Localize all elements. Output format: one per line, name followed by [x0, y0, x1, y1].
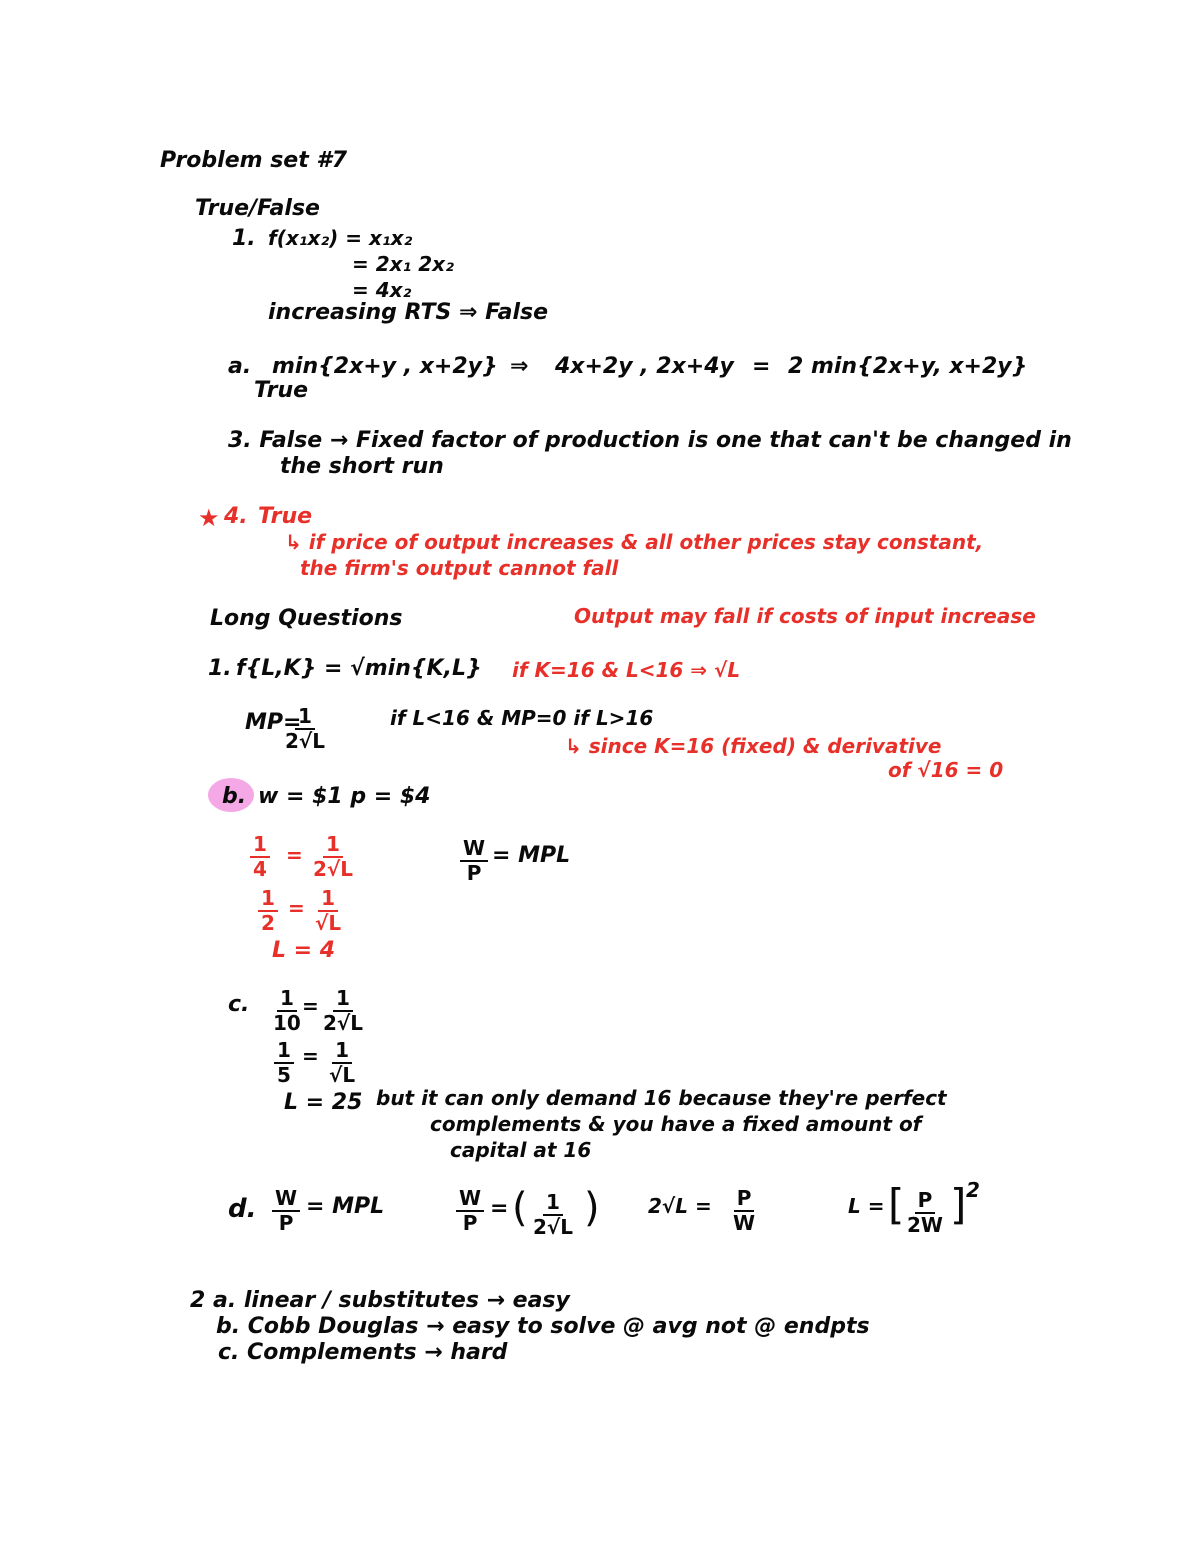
tf-q2-number: a.: [228, 354, 252, 379]
b-wp-num: W: [460, 838, 488, 862]
d-f1-den: P: [278, 1211, 294, 1235]
q2-line-c: c. Complements → hard: [218, 1340, 508, 1365]
b-eq2-equals: =: [288, 896, 305, 920]
b-wp-den: P: [466, 861, 482, 885]
d-f4-fraction: [904, 1190, 946, 1236]
c-result: L = 25: [284, 1090, 363, 1115]
lq1-mp-denominator: 2√L: [285, 729, 325, 753]
d-f4-den: 2W: [907, 1213, 943, 1237]
tf-q1-line2: = 2x₁ 2x₂: [352, 252, 454, 276]
lq1-function: f{L,K} = √min{K,L}: [236, 656, 482, 681]
lq1-since-line1: ↳ since K=16 (fixed) & derivative: [565, 734, 942, 758]
c-eq2-right-den: √L: [329, 1063, 356, 1087]
tf-q4-answer: True: [258, 504, 313, 529]
d-f1-num: W: [272, 1188, 300, 1212]
d-f4-open-bracket: [: [888, 1180, 905, 1229]
b-eq2-left-den: 2: [261, 911, 275, 935]
b-eq1-right-num: 1: [323, 834, 343, 858]
q2-line-b: b. Cobb Douglas → easy to solve @ avg not @ endpts: [216, 1314, 870, 1339]
c-note-line2: complements & you have a fixed amount of: [430, 1112, 922, 1136]
tf-q3-line1: 3. False → Fixed factor of production is one that can't be changed in: [228, 428, 1072, 453]
long-questions-heading: Long Questions: [210, 606, 403, 631]
d-f4-lhs: L =: [848, 1194, 885, 1218]
lq1-mp-numerator: 1: [295, 706, 315, 730]
lq1-mp-fraction: [282, 706, 328, 752]
d-f1-mpl: = MPL: [306, 1194, 385, 1219]
c-eq2-equals: =: [302, 1044, 319, 1068]
tf-q2-rhs1: 4x+2y , 2x+4y: [555, 354, 734, 379]
b-eq1-equals: =: [286, 843, 303, 867]
lq1-mp-condition: if L<16 & MP=0 if L>16: [390, 706, 654, 730]
d-f4-exponent: 2: [966, 1178, 980, 1202]
b-eq1-left-den: 4: [253, 857, 267, 881]
tf-q3-line2: the short run: [280, 454, 444, 479]
tf-q4-number: 4.: [224, 504, 248, 529]
d-f3-fraction: [730, 1188, 758, 1234]
d-f3-den: W: [733, 1211, 756, 1235]
c-eq1-left-num: 1: [277, 988, 297, 1012]
page-title: Problem set #7: [160, 148, 348, 173]
c-eq2-right-num: 1: [332, 1040, 352, 1064]
tf-q1-line3: = 4x₂: [352, 278, 412, 302]
b-eq1-left-num: 1: [250, 834, 270, 858]
d-f2-num: W: [456, 1188, 484, 1212]
d-f2-inner-num: 1: [543, 1192, 563, 1216]
b-wp-fraction: [460, 838, 488, 884]
c-eq2-left: [274, 1040, 294, 1086]
d-f2-inner-den: 2√L: [533, 1215, 573, 1239]
c-eq1-left-den: 10: [273, 1011, 301, 1035]
tf-q1-conclusion: increasing RTS ⇒ False: [268, 300, 549, 325]
d-f3-num: P: [734, 1188, 755, 1212]
tf-q2-rhs2: 2 min{2x+y, x+2y}: [788, 354, 1028, 379]
tf-q1-number: 1.: [232, 226, 256, 251]
lq1-since-line2: of √16 = 0: [888, 758, 1004, 782]
d-f2-open-paren: (: [512, 1185, 528, 1231]
d-f2-equals: =: [490, 1196, 509, 1221]
d-f2-inner-fraction: [530, 1192, 576, 1238]
b-eq2-left-num: 1: [258, 888, 278, 912]
b-eq1-right-den: 2√L: [313, 857, 353, 881]
c-eq1-right-den: 2√L: [323, 1011, 363, 1035]
long-side-note: Output may fall if costs of input increase: [574, 604, 1036, 628]
tf-q2-arrow: ⇒: [510, 354, 529, 379]
d-f1-fraction: [272, 1188, 300, 1234]
c-eq1-right: [320, 988, 366, 1034]
b-eq1-left: [250, 834, 270, 880]
tf-q2-answer: True: [254, 378, 309, 403]
lq1-mp-label: MP=: [245, 710, 302, 735]
b-eq2-left: [258, 888, 278, 934]
c-eq1-equals: =: [302, 994, 319, 1018]
c-note-line1: but it can only demand 16 because they're perfect: [376, 1086, 947, 1110]
tf-q4-line2: the firm's output cannot fall: [300, 556, 619, 580]
b-given: w = $1 p = $4: [258, 784, 431, 809]
b-result: L = 4: [272, 938, 336, 963]
b-eq2-right-num: 1: [318, 888, 338, 912]
d-f2-close-paren: ): [584, 1185, 600, 1231]
d-f3-lhs: 2√L =: [648, 1194, 712, 1218]
d-f2-den: P: [462, 1211, 478, 1235]
b-eq2-right: [312, 888, 344, 934]
tf-q1-line1: f(x₁x₂) = x₁x₂: [268, 226, 413, 250]
true-false-heading: True/False: [195, 196, 320, 221]
d-f2-fraction: [456, 1188, 484, 1234]
b-eq1-right: [310, 834, 356, 880]
c-eq2-left-num: 1: [274, 1040, 294, 1064]
c-note-line3: capital at 16: [450, 1138, 592, 1162]
d-f4-close-bracket: ]: [950, 1180, 967, 1229]
b-label: b.: [222, 784, 247, 809]
tf-q2-equals: =: [752, 354, 771, 379]
b-wp-mpl: = MPL: [492, 843, 571, 868]
c-label: c.: [228, 992, 250, 1017]
lq1-number: 1.: [208, 656, 232, 681]
star-icon: ★: [198, 504, 220, 532]
c-eq2-right: [326, 1040, 358, 1086]
q2-line-a: 2 a. linear / substitutes → easy: [190, 1288, 570, 1313]
d-label: d.: [228, 1194, 257, 1224]
d-f4-num: P: [915, 1190, 936, 1214]
tf-q4-line1: ↳ if price of output increases & all other prices stay constant,: [285, 530, 984, 554]
c-eq1-right-num: 1: [333, 988, 353, 1012]
c-eq2-left-den: 5: [277, 1063, 291, 1087]
c-eq1-left: [270, 988, 304, 1034]
b-eq2-right-den: √L: [315, 911, 342, 935]
lq1-condition: if K=16 & L<16 ⇒ √L: [512, 658, 741, 682]
tf-q2-expr: min{2x+y , x+2y}: [272, 354, 498, 379]
